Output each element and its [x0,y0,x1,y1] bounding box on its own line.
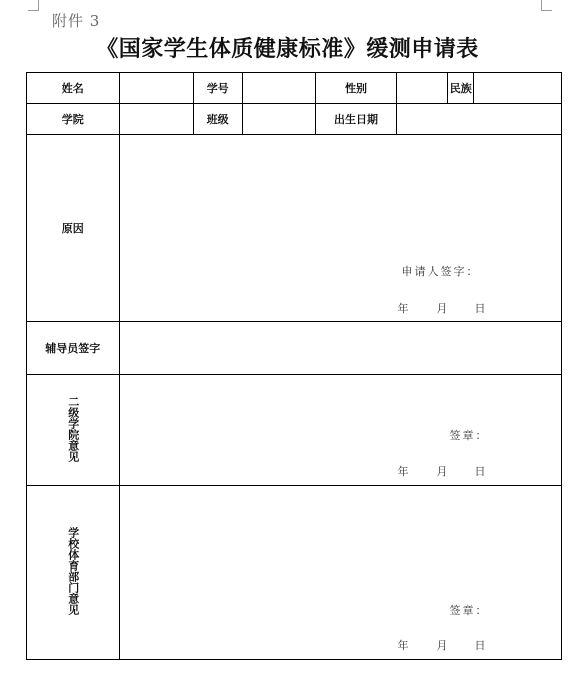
secondary-college-opinion-label: 二级学院意见 [66,395,80,462]
pe-department-opinion-field[interactable] [119,486,561,660]
reason-month-label: 月 [436,302,448,315]
secondary-college-month-label: 月 [436,465,448,478]
birthdate-label: 出生日期 [315,104,396,135]
page-corner-mark-right [541,0,552,11]
birthdate-field[interactable] [397,104,562,135]
class-field[interactable] [242,104,315,135]
secondary-college-opinion-field[interactable] [119,375,561,486]
secondary-college-day-label: 日 [474,465,486,478]
table-row-pe-department [27,486,562,660]
pe-department-day-label: 日 [474,639,486,652]
name-field[interactable] [119,73,193,104]
reason-box [120,135,561,321]
secondary-college-stamp-label: 签章： [449,429,489,442]
attachment-label: 附件 3 [52,12,101,30]
table-row-counselor [27,322,562,375]
table-row-secondary-college [27,375,562,486]
pe-department-opinion-label: 学校体育部门意见 [66,527,80,615]
ethnicity-label [448,73,474,104]
college-field[interactable] [119,104,193,135]
student-id-label: 学号 [193,73,242,104]
table-row-basic-info-2 [27,104,562,135]
secondary-college-opinion-box [120,375,561,485]
gender-label: 性别 [315,73,396,104]
secondary-college-year-label: 年 [397,465,409,478]
name-label: 姓名 [27,73,120,104]
application-form-table [26,72,562,660]
pe-department-opinion-box [120,486,561,659]
student-id-field[interactable] [242,73,315,104]
counselor-signature-label: 辅导员签字 [27,322,120,375]
reason-label: 原因 [27,135,120,322]
class-label: 班级 [193,104,242,135]
ethnicity-field[interactable] [474,73,562,104]
page-corner-mark-left [28,0,39,11]
reason-day-label: 日 [474,302,486,315]
college-label: 学院 [27,104,120,135]
table-row-reason [27,135,562,322]
gender-field[interactable] [397,73,448,104]
pe-department-opinion-cell [27,486,120,660]
pe-department-year-label: 年 [397,639,409,652]
applicant-signature-label: 申请人签字： [401,265,480,278]
reason-field[interactable] [119,135,561,322]
table-row-basic-info-1 [27,73,562,104]
reason-year-label: 年 [397,302,409,315]
counselor-signature-field[interactable] [119,322,561,375]
pe-department-month-label: 月 [436,639,448,652]
ethnicity-label-text: 民族 [449,82,472,95]
secondary-college-opinion-cell [27,375,120,486]
form-title: 《国家学生体质健康标准》缓测申请表 [96,36,479,62]
pe-department-stamp-label: 签章： [449,604,489,617]
